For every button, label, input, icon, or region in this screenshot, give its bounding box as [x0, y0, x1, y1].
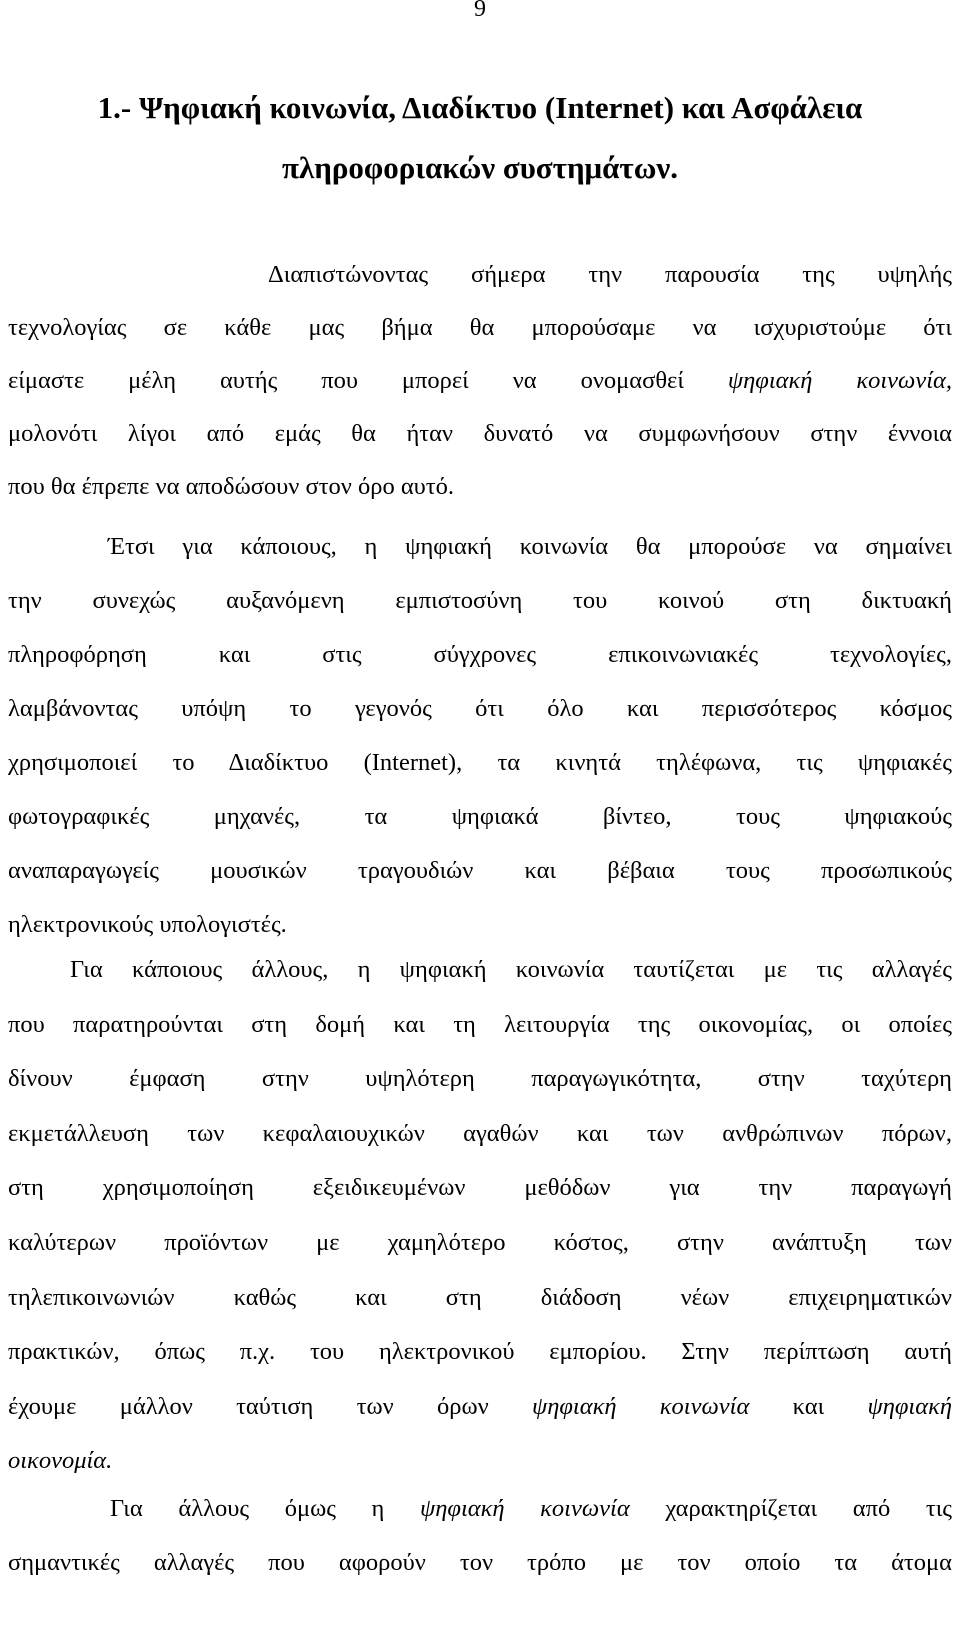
paragraph-1 [8, 248, 952, 513]
paragraph-3-line-9 [8, 1380, 952, 1435]
paragraph-2-line-8: ηλεκτρονικούς υπολογιστές. [8, 911, 287, 938]
paragraph-2-line-2: την συνεχώς αυξανόμενη εμπιστοσύνη του κοινού στη δικτυακή [8, 587, 952, 614]
paragraph-2-line-4: λαμβάνοντας υπόψη το γεγονός ότι όλο και περισσότερος κόσμος [8, 695, 952, 722]
term-digital-society-2: ψηφιακή κοινωνία [531, 1392, 750, 1420]
paragraph-3-line-9-conj: και [749, 1392, 868, 1420]
paragraph-3-line-3: δίνουν έμφαση στην υψηλότερη παραγωγικότητα, στην ταχύτερη [8, 1065, 952, 1093]
paragraph-3-line-6: καλύτερων προϊόντων με χαμηλότερο κόστος, στην ανάπτυξη των [8, 1228, 952, 1256]
paragraph-1-line-3-text: είμαστε μέλη αυτής που μπορεί να ονομασθεί [8, 367, 728, 394]
section-heading [8, 78, 952, 198]
paragraph-3-line-10 [8, 1434, 952, 1489]
page-number: 9 [474, 0, 486, 22]
term-digital-society-3: ψηφιακή κοινωνία [420, 1495, 630, 1522]
paragraph-3 [8, 943, 952, 1489]
paragraph-3-line-2: που παρατηρούνται στη δομή και τη λειτουργία της οικονομίας, οι οποίες [8, 1010, 952, 1038]
paragraph-4 [8, 1482, 952, 1590]
heading-line-1: 1.- Ψηφιακή κοινωνία, Διαδίκτυο (Internet) και Ασφάλεια [97, 90, 863, 125]
term-digital-economy-1: ψηφιακή [867, 1392, 952, 1420]
paragraph-3-line-7: τηλεπικοινωνιών καθώς και στη διάδοση νέων επιχειρηματικών [8, 1283, 952, 1311]
paragraph-3-line-8: πρακτικών, όπως π.χ. του ηλεκτρονικού εμπορίου. Στην περίπτωση αυτή [8, 1338, 952, 1366]
term-digital-economy-2: οικονομία. [8, 1447, 113, 1475]
paragraph-3-line-5: στη χρησιμοποίηση εξειδικευμένων μεθόδων για την παραγωγή [8, 1174, 952, 1202]
paragraph-4-line-2: σημαντικές αλλαγές που αφορούν τον τρόπο με τον οποίο τα άτομα [8, 1549, 952, 1576]
paragraph-4-line-1 [8, 1482, 952, 1536]
paragraph-4-line-1-end: χαρακτηρίζεται από τις [629, 1495, 952, 1522]
paragraph-2 [8, 520, 952, 952]
heading-line-2: πληροφοριακών συστημάτων. [282, 150, 678, 185]
paragraph-1-line-4: μολονότι λίγοι από εμάς θα ήταν δυνατό να συμφωνήσουν στην έννοια [8, 420, 952, 447]
paragraph-3-line-9-text: έχουμε μάλλον ταύτιση των όρων [8, 1392, 532, 1420]
paragraph-3-line-1: Για κάποιους άλλους, η ψηφιακή κοινωνία ταυτίζεται με τις αλλαγές [70, 956, 952, 983]
paragraph-2-line-1: Έτσι για κάποιους, η ψηφιακή κοινωνία θα μπορούσε να σημαίνει [108, 533, 952, 560]
paragraph-1-line-2: τεχνολογίας σε κάθε μας βήμα θα μπορούσαμε να ισχυριστούμε ότι [8, 314, 952, 341]
paragraph-2-line-7: αναπαραγωγείς μουσικών τραγουδιών και βέβαια τους προσωπικούς [8, 857, 952, 884]
paragraph-4-line-1-text: Για άλλους όμως η [110, 1495, 421, 1522]
paragraph-1-line-3 [8, 354, 952, 407]
term-digital-society: ψηφιακή κοινωνία, [727, 367, 952, 394]
paragraph-2-line-3: πληροφόρηση και στις σύγχρονες επικοινωνιακές τεχνολογίες, [8, 641, 952, 668]
paragraph-1-line-1: Διαπιστώνοντας σήμερα την παρουσία της υψηλής [268, 261, 952, 288]
paragraph-1-line-5: που θα έπρεπε να αποδώσουν στον όρο αυτό. [8, 473, 455, 500]
paragraph-2-line-5: χρησιμοποιεί το Διαδίκτυο (Internet), τα κινητά τηλέφωνα, τις ψηφιακές [8, 749, 952, 776]
paragraph-3-line-4: εκμετάλλευση των κεφαλαιουχικών αγαθών και των ανθρώπινων πόρων, [8, 1119, 952, 1147]
paragraph-2-line-6: φωτογραφικές μηχανές, τα ψηφιακά βίντεο, τους ψηφιακούς [8, 803, 952, 830]
